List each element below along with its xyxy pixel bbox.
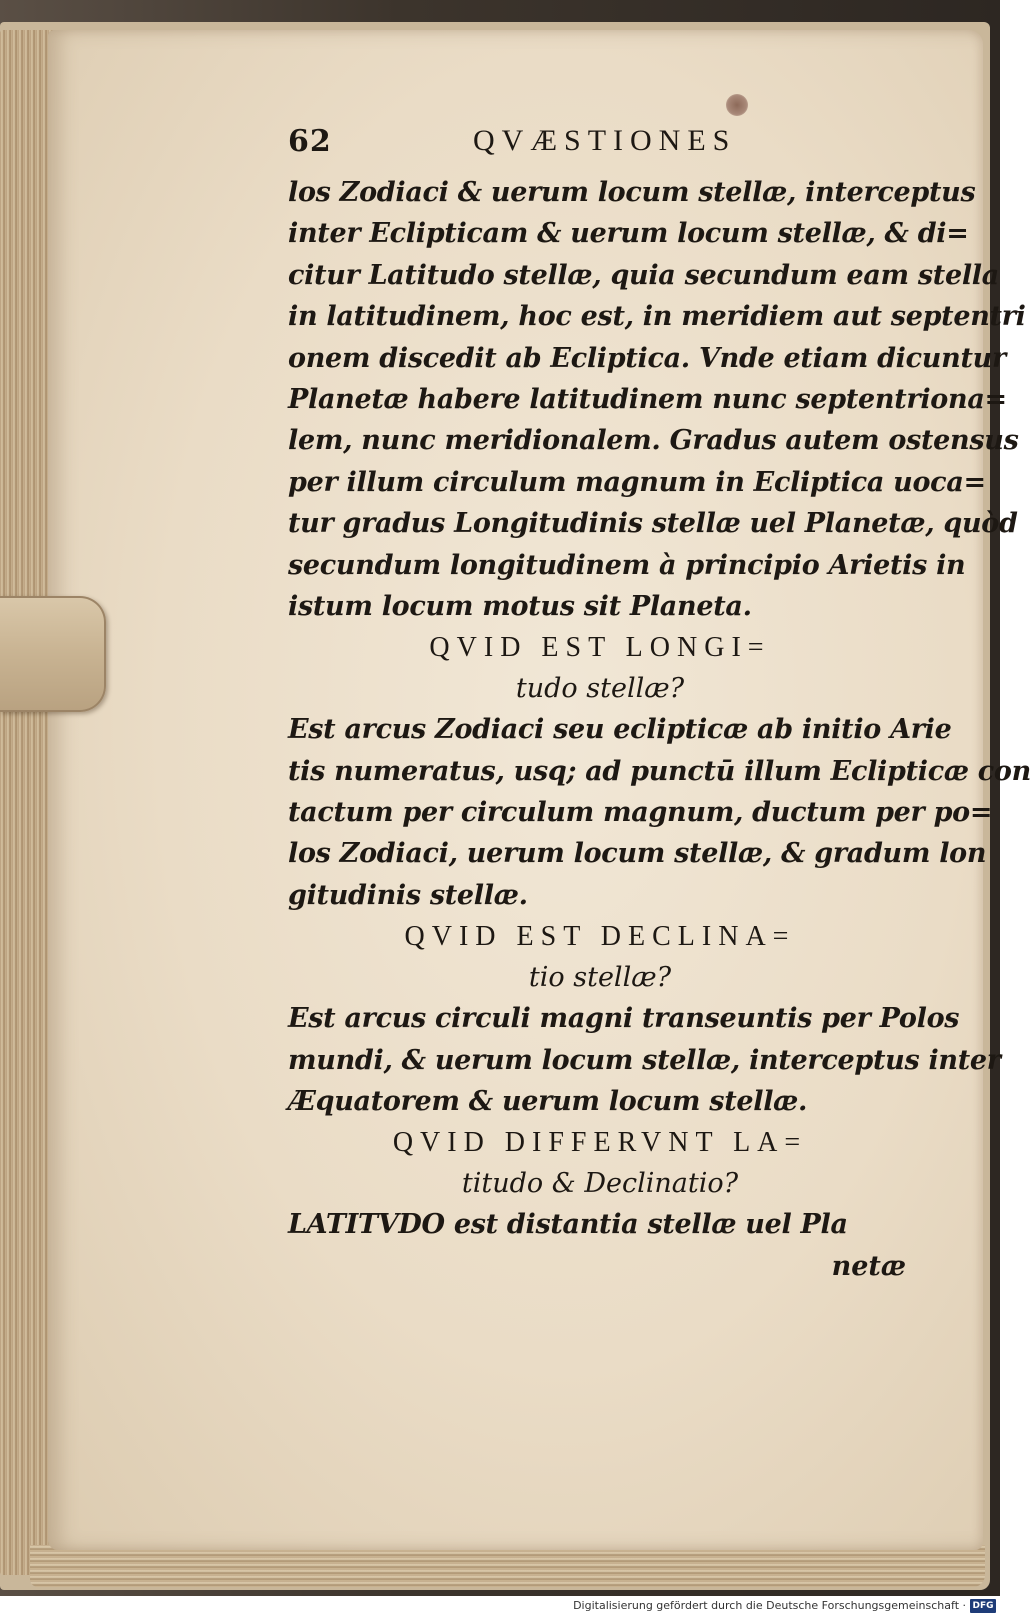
text-line: onem discedit ab Ecliptica. Vnde etiam dicuntur <box>288 342 1006 374</box>
text-line: secundum longitudinem à principio Arietis in <box>288 549 966 581</box>
question-heading-sub: titudo & Declinatio? <box>461 1168 739 1200</box>
text-line: los Zodiaci & uerum locum stellæ, interceptus <box>288 177 976 208</box>
question-heading: QVID DIFFERVNT LA= <box>392 1127 808 1159</box>
page-text <box>288 118 1031 1287</box>
text-line: Est arcus circuli magni transeuntis per Polos <box>288 1003 960 1035</box>
credit-text: Digitalisierung gefördert durch die Deutsche Forschungsgemeinschaft · <box>573 1599 966 1612</box>
text-line: tur gradus Longitudinis stellæ uel Planetæ, quòd <box>288 508 1018 540</box>
text-line: tactum per circulum magnum, ductum per po= <box>288 797 993 829</box>
text-line: Æquatorem & uerum locum stellæ. <box>288 1086 808 1118</box>
text-line: istum locum motus sit Planeta. <box>288 590 752 622</box>
text-line: inter Eclipticam & uerum locum stellæ, & di= <box>288 218 969 250</box>
question-heading: QVID EST DECLINA= <box>404 921 796 953</box>
page-bottom-edge <box>30 1545 985 1587</box>
text-line: gitudinis stellæ. <box>288 879 528 911</box>
dfg-logo: DFG <box>970 1599 996 1613</box>
page-number: 62 <box>288 124 332 159</box>
text-line: los Zodiaci, uerum locum stellæ, & gradum lon <box>288 838 987 870</box>
text-line: LATITVDO est distantia stellæ uel Pla <box>288 1209 848 1241</box>
text-line: citur Latitudo stellæ, quia secundum eam stella <box>288 259 999 291</box>
text-line: lem, nunc meridionalem. Gradus autem ostensus <box>288 425 1019 457</box>
book-clasp <box>0 596 106 712</box>
ink-stain <box>726 94 748 116</box>
running-head: QVÆSTIONES <box>473 124 737 157</box>
digitization-credit <box>0 1596 1000 1616</box>
text-line: Est arcus Zodiaci seu eclipticæ ab initio Arie <box>288 714 952 746</box>
question-heading-sub: tudo stellæ? <box>515 673 685 705</box>
text-line: tis numeratus, usq; ad punctū illum Eclipticæ con <box>288 755 1031 787</box>
text-line: in latitudinem, hoc est, in meridiem aut septentri <box>288 301 1026 333</box>
question-heading: QVID EST LONGI= <box>429 632 771 664</box>
question-heading-sub: tio stellæ? <box>528 962 672 994</box>
catchword: netæ <box>831 1250 906 1282</box>
text-line: Planetæ habere latitudinem nunc septentriona= <box>288 383 1007 415</box>
page-header <box>288 118 912 164</box>
text-line: mundi, & uerum locum stellæ, interceptus inter <box>288 1044 1001 1076</box>
text-line: per illum circulum magnum in Ecliptica uoca= <box>288 466 986 498</box>
